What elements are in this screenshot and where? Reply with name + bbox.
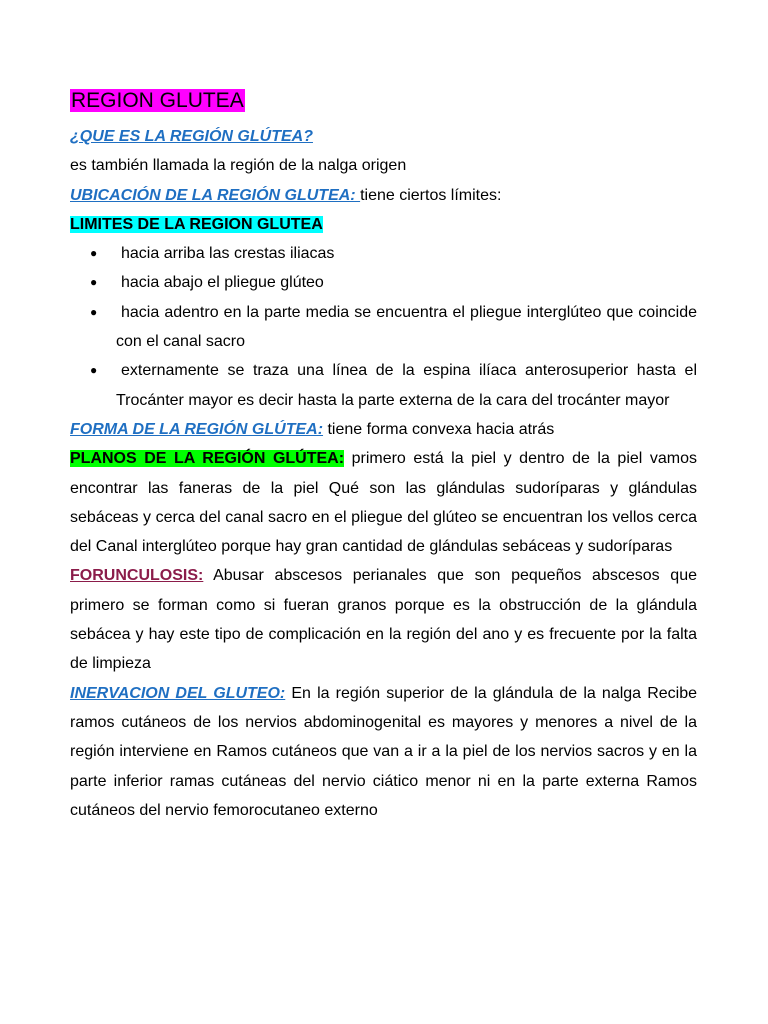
limites-heading-line [70,210,697,239]
inervacion-text: En la región superior de la glándula de la nalga Recibe ramos cutáneos de los nervios abdominogenital es mayores y menores a nivel de la región interviene en Ramos cutáneos que van a ir a la piel de los nervios sacros y en la parte inferior ramas cutáneas del nervio ciático menor ni en la parte externa Ramos cutáneos del nervio femorocutaneo externo [70,684,698,819]
list-item: ● hacia adentro en la parte media se encuentra el pliegue interglúteo que coincide con el canal sacro [70,298,697,357]
planos-paragraph [70,444,697,561]
inervacion-paragraph [70,679,697,825]
limites-list [70,239,697,415]
ubicacion-line [70,181,697,210]
forunculosis-heading: FORUNCULOSIS: [70,567,204,585]
bullet-icon: ● [90,304,98,319]
ubicacion-text: tiene ciertos límites: [360,186,502,204]
planos-text: primero está la piel y dentro de la piel vamos encontrar las faneras de la piel Qué son las glándulas sudoríparas y glándulas sebáceas y cerca del canal sacro en el pliegue del glúteo se encuentran los vellos cerca del Canal interglúteo porque hay gran cantidad de glándulas sebáceas y sudoríparas [70,450,697,556]
bullet-icon: ● [90,246,98,261]
document-page [70,86,697,825]
title-line [70,86,697,116]
document-title: REGION GLUTEA [71,89,244,112]
inervacion-heading: INERVACION DEL GLUTEO: [70,684,286,702]
forunculosis-paragraph [70,561,697,678]
ubicacion-heading: UBICACIÓN DE LA REGIÓN GLUTEA: [70,186,361,204]
list-item: ● hacia arriba las crestas iliacas [70,239,697,268]
bullet-icon: ● [90,275,98,290]
list-item: ● externamente se traza una línea de la espina ilíaca anterosuperior hasta el Trocánter mayor es decir hasta la parte externa de la cara del trocánter mayor [70,356,697,415]
forunculosis-text: Abusar abscesos perianales que son pequeños abscesos que primero se forman como si fueran granos porque es la obstrucción de la glándula sebácea y hay este tipo de complicación en la región del ano y es frecuente por la falta de limpieza [70,567,697,673]
question-heading: ¿QUE ES LA REGIÓN GLÚTEA? [70,128,313,145]
forma-line [70,415,697,444]
limites-heading: LIMITES DE LA REGION GLUTEA [70,215,323,233]
forma-text: tiene forma convexa hacia atrás [323,420,555,438]
list-item: ● hacia abajo el pliegue glúteo [70,268,697,297]
planos-heading: PLANOS DE LA REGIÓN GLÚTEA: [70,450,345,468]
question-heading-line [70,122,697,151]
forma-heading: FORMA DE LA REGIÓN GLÚTEA: [70,420,324,438]
bullet-icon: ● [90,363,98,378]
question-answer: es también llamada la región de la nalga origen [70,157,407,175]
